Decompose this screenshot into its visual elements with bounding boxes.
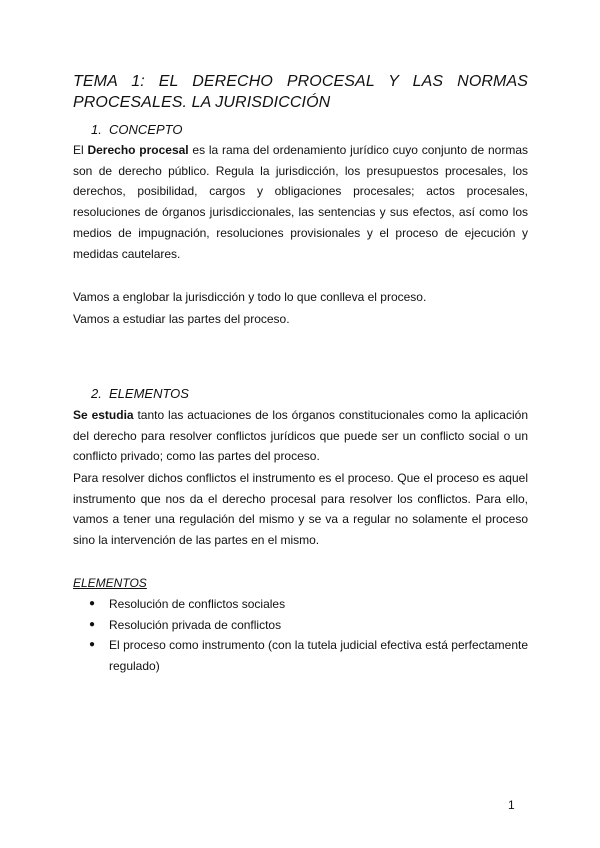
section-2-heading [91,386,189,402]
bullet-icon: ● [89,598,96,609]
section-2-paragraph-2: Para resolver dichos conflictos el instrumento es el proceso. Que el proceso es aquel instrumento que nos da el derecho procesal para resolver los conflictos. Para ello, vamos a tener una regulación del mismo y se va a regular no solamente el proceso sino la intervención de las partes en el mismo. [73,471,528,548]
section-1-paragraph-body: es la rama del ordenamiento jurídico cuyo conjunto de normas son de derecho público. Regula la jurisdicción, los presupuestos procesales, los derechos, posibilidad, cargos y obligaciones procesales; actos procesales, resoluciones de órganos jurisdiccionales, las sentencias y sus efectos, así como los medios de impugnación, resoluciones provisionales y el proceso de ejecución y medidas cautelares. [73,143,528,261]
list-item-text: El proceso como instrumento (con la tutela judicial efectiva está perfectamente regulado) [109,638,528,673]
document-title [73,71,528,113]
bullet-icon: ● [89,618,96,630]
section-1-line-a: Vamos a englobar la jurisdicción y todo lo que conlleva el proceso. [73,290,427,304]
page-number: 1 [508,798,515,812]
section-2-paragraph-1 [73,405,528,467]
section-1-paragraph-prefix: El [73,143,88,157]
list-item-text: Resolución privada de conflictos [109,617,282,632]
list-item [73,635,528,676]
section-2-paragraph-1-lead: Se estudia [73,408,134,422]
section-2-number: 2. [91,386,102,401]
section-1-number: 1. [91,122,102,137]
section-1-title: CONCEPTO [109,122,183,137]
bullet-icon: ● [89,639,96,650]
list-item-text: Resolución de conflictos sociales [109,597,286,611]
elements-subheading: ELEMENTOS [73,576,147,590]
list-item [73,594,528,615]
title-line-1: TEMA 1: EL DERECHO PROCESAL Y LAS NORMAS [73,73,528,90]
section-1-line-b: Vamos a estudiar las partes del proceso. [73,312,290,326]
list-item [73,615,528,636]
section-2-paragraph-1-body: tanto las actuaciones de los órganos constitucionales como la aplicación del derecho para resolver conflictos jurídicos que puede ser un conflicto social o un conflicto privado; como las partes del proceso. [73,408,528,464]
title-line-2: PROCESALES. LA JURISDICCIÓN [73,94,331,111]
section-2-title: ELEMENTOS [109,386,189,401]
elements-list [73,594,528,676]
section-1-paragraph [73,140,528,264]
section-1-paragraph-lead: Derecho procesal [87,143,189,157]
section-1-heading [91,122,182,138]
